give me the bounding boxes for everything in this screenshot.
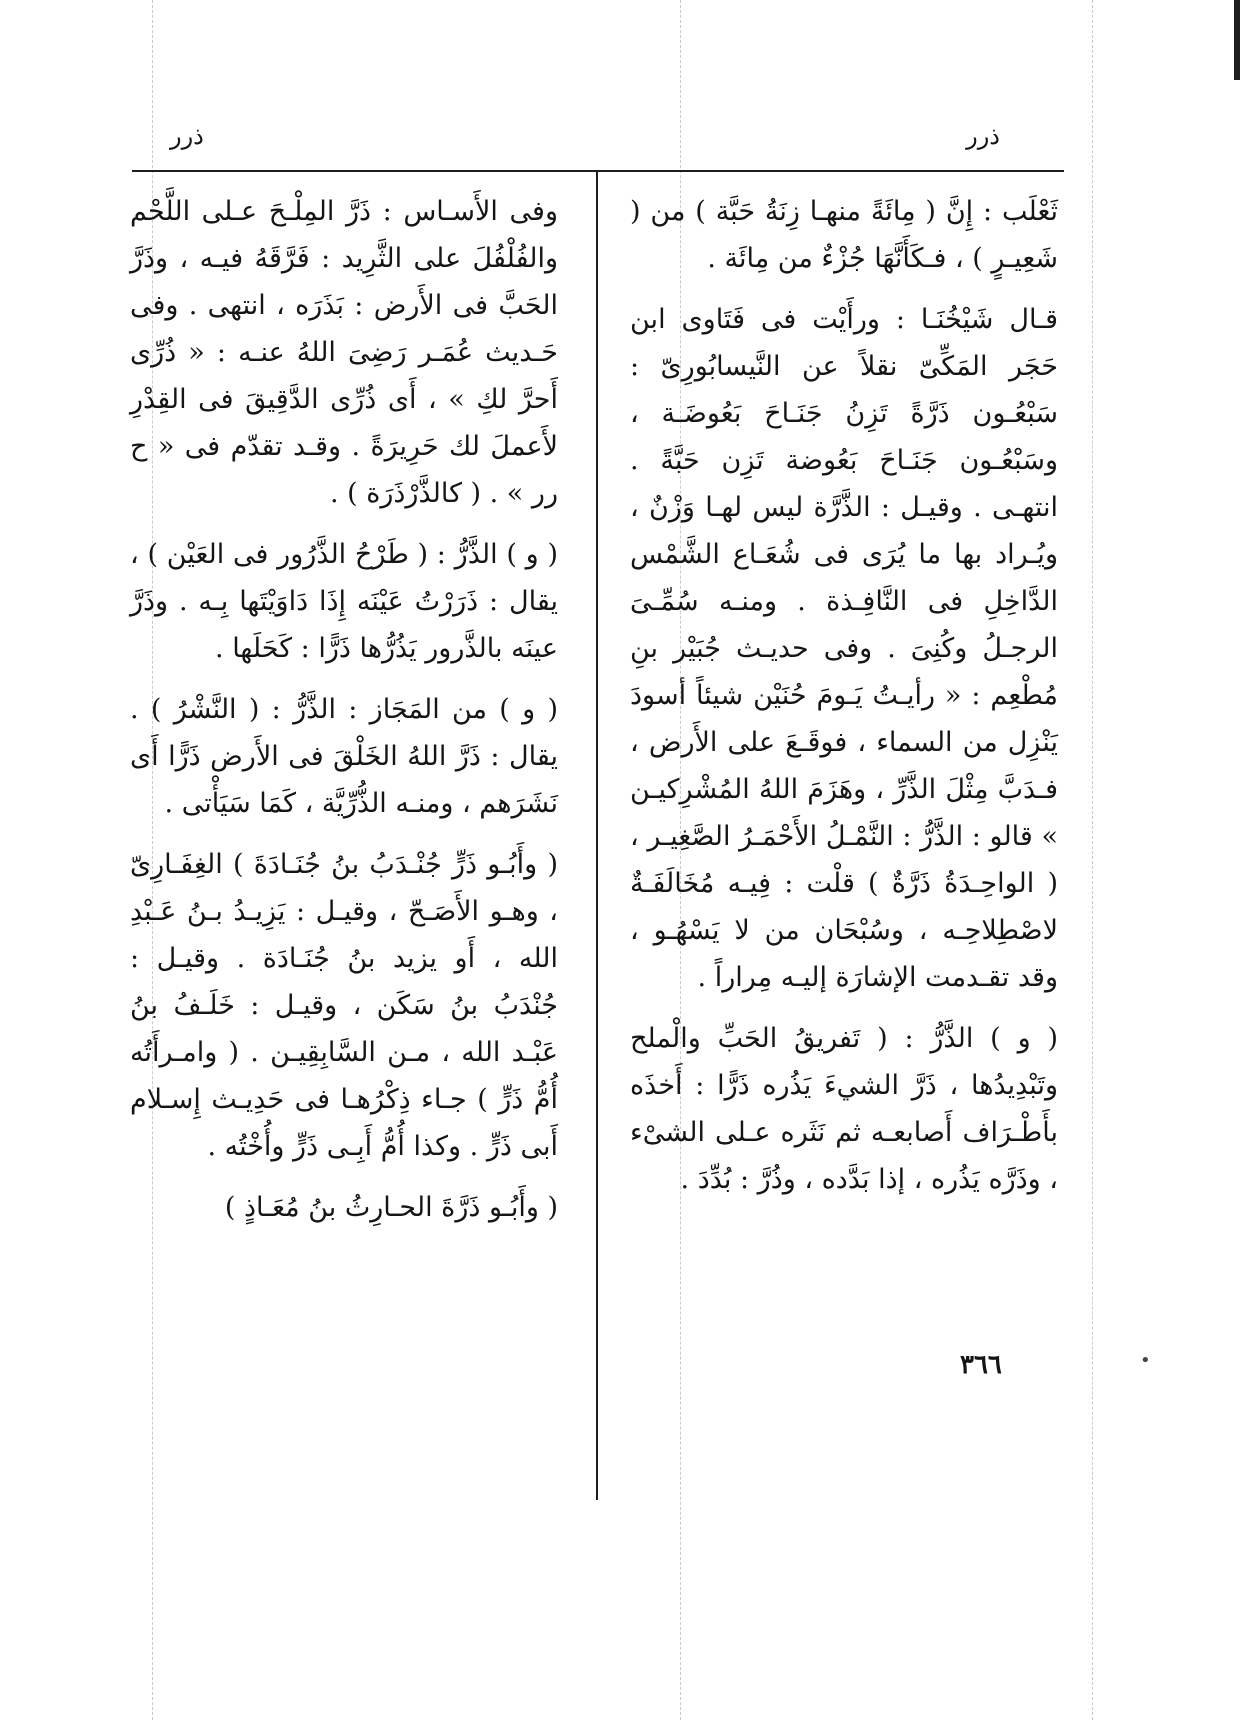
right-column	[630, 188, 1058, 1217]
left-column	[130, 188, 558, 1245]
paragraph: قـال شَيْخُنَـا : ورأَيْت فى فَتَاوى ابن حَجَر المَكِّىّ نقلاً عن النَّيسابُورِىّ : سَبْعُـون ذَرَّةً تَزِنُ جَنَـاحَ بَعُوضَـة ، وسَبْعُـون جَنَـاحَ بَعُوضة تَزِن حَبَّةً . انتهـى . وقيـل : الذَّرَّة ليس لهـا وَزْنٌ ، ويُـراد بها ما يُرَى فى شُعَـاع الشَّمْس الدَّاخِلِ فى النَّافِـذة . ومنـه سُمِّـىَ الرجـلُ وكُنِىَ . وفى حديـث جُبَيْر بنِ مُطْعِم : « رأيـتُ يَـومَ حُنَيْن شيئاً أسودَ يَنْزِل من السماء ، فوقَـعَ على الأَرض ، فـدَبَّ مِثْلَ الذَّرِّ ، وهَزَمَ اللهُ المُشْرِكيـن » قالو : الذَّرُّ : النَّمْـلُ الأَحْمَـرُ الصَّغِيـر ، ( الواحِـدَةُ ذَرَّةٌ ) قلْت : فِيـه مُخَالَفَـةٌ لاصْطِلاحِـه ، وسُبْحَان من لا يَسْهُـو ، وقد تقـدمت الإشارَة إليـه مِراراً .	[630, 304, 1058, 993]
page-number: ٣٦٦	[960, 1350, 1002, 1380]
paragraph: ( وأَبُـو ذَرَّةَ الحـارِثُ بنُ مُعَـاذٍ )	[224, 1192, 558, 1223]
margin-speck: •	[1140, 1350, 1151, 1371]
paragraph: ( و ) الذَّرُّ : ( طَرْحُ الذَّرُور فى العَيْن ) ، يقال : ذَرَرْتُ عَيْنَه إِذَا دَاوَيْتَها بِـه . وذَرَّ عينَه بالذَّرور يَذُرُّها ذَرًّا : كَحَلَها .	[130, 539, 558, 664]
header-rule	[132, 170, 1064, 172]
paragraph: ثَعْلَب : إِنَّ ( مِائَةً منهـا زِنَةُ حَبَّة ) من ( شَعِيـرٍ ) ، فـكَأَنَّهَا جُزْءٌ من مِائَة .	[630, 196, 1058, 274]
scan-edge-mark	[1234, 0, 1240, 80]
paragraph: ( و ) الذَّرُّ : ( تَفريقُ الحَبِّ والْملح وتَبْدِيدُها ، ذَرَّ الشيءَ يَذُره ذَرًّا : أَخذَه بأَطْـرَاف أَصابعـه ثم نَثَره عـلى الشىْء ، وذَرَّه يَذُره ، إذا بَدَّده ، وذُرَّ : بُدِّدَ .	[630, 1023, 1058, 1195]
paragraph: ( و ) من المَجَاز : الذَّرُّ : ( النَّشْرُ ) . يقال : ذَرَّ اللهُ الخَلْقَ فى الأَرض ذَرًّا أَى نَشَرَهم ، ومنـه الذُّرِّيَّة ، كَمَا سَيَأْتى .	[130, 694, 558, 819]
running-head-right: ذرر	[966, 122, 1000, 150]
paragraph: وفى الأَسـاس : ذَرَّ المِلْـحَ عـلى اللَّحْم والفُلْفُلَ على الثَّرِيد : فَرَّقَهُ فيـه ، وذَرَّ الحَبَّ فى الأَرض : بَذَرَه ، انتهى . وفى حَـديث عُمَـر رَضِىَ اللهُ عنـه : « ذُرِّى أَحرَّ لكِ » ، أَى ذُرِّى الدَّقِيقَ فى القِدْرِ لأَعملَ لك حَرِيرَةً . وقـد تقدّم فى « ح رر » . ( كالذَّرْذَرَة ) .	[130, 196, 558, 509]
scan-fold-line	[1092, 0, 1093, 1720]
column-divider	[596, 170, 598, 1500]
paragraph: ( وأَبُـو ذَرٍّ جُنْـدَبُ بنُ جُنَـادَةَ ) الغِفَـارِىّ ، وهـو الأَصَـحّ ، وقيـل : يَزِيـدُ بـنُ عَـبْدِ الله ، أَو يزيد بنُ جُنَـادَة . وقيـل : جُنْدَبُ بنُ سَكَن ، وقيـل : خَلَـفُ بنُ عَبْـد الله ، مـن السَّابِقِيـن . ( وامـرأَتُه أُمُّ ذَرٍّ ) جـاء ذِكْرُهـا فى حَدِيـث إِسـلام أَبى ذَرٍّ . وكذا أُمُّ أَبِـى ذَرٍّ وأُخْتُه .	[130, 849, 558, 1162]
running-head-left: ذرر	[170, 122, 204, 150]
